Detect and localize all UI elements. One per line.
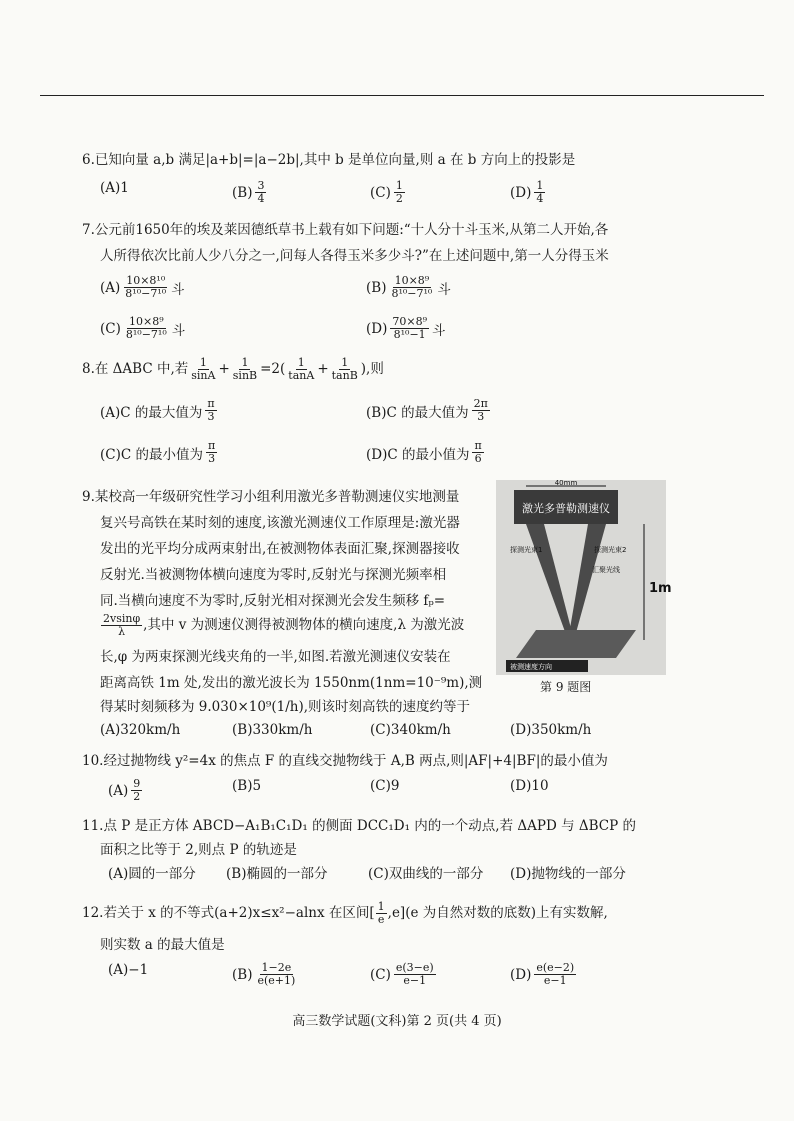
question-9-line6: $\frac{2vsin\varphi}{\lambda}$ ,其中 v 为测速仪测得被测物体的横向速度,λ 为激光波 [103, 611, 465, 638]
option-b: (B)椭圆的一部分 [226, 866, 328, 882]
option-b: (B) $\frac{3}{4}$ [232, 179, 265, 205]
fig-direction-label: 被测速度方向 [510, 663, 552, 671]
question-7-options-row1 [100, 275, 760, 305]
question-9-line7: 长,φ 为两束探测光线夹角的一半,如图.若激光测速仪安装在 [100, 649, 451, 665]
question-9-line9: 得某时刻频移为 9.030×10⁹(1/h),则该时刻高铁的速度约等于 [100, 699, 470, 715]
question-9-line2: 复兴号高铁在某时刻的速度,该激光测速仪工作原理是:激光器 [100, 515, 460, 531]
question-7-line2: 人所得依次比前人少八分之一,问每人各得玉米多少斗?”在上述问题中,第一人分得玉米 [100, 248, 609, 264]
option-a: (A) $\frac{\text{10×8¹⁰}}{\text{8¹⁰−7¹⁰}}$ 斗 [100, 274, 185, 300]
question-11-stem2: 面积之比等于 2,则点 P 的轨迹是 [100, 842, 297, 858]
option-c: (C) $\frac{1}{2}$ [370, 179, 403, 205]
question-8-stem: 8.在 ΔABC 中,若 $\frac{1}{\sin A}$ + $\frac{1}{\sin B}$ =2( $\frac{1}{\tan A}$ + $\frac{1}{\tan B}$ ),则 [82, 355, 384, 382]
question-11-options [100, 862, 760, 892]
question-9-line8: 距离高铁 1m 处,发出的激光波长为 1550nm(1nm=10⁻⁹m),测 [100, 675, 483, 691]
question-6-stem: 6.已知向量 a,b 满足|a+b|=|a−2b|,其中 b 是单位向量,则 a 在 b 方向上的投影是 [82, 152, 576, 168]
question-9-line3: 发出的光平均分成两束射出,在被测物体表面汇聚,探测器接收 [100, 541, 460, 557]
fig-width-label: 40mm [554, 479, 578, 487]
question-6-options [100, 180, 760, 210]
question-8-options-row2 [100, 440, 760, 470]
question-12-stem2: 则实数 a 的最大值是 [100, 937, 225, 953]
option-b: (B)C 的最大值为 $\frac{2\pi}{3}$ [366, 397, 488, 423]
question-12-options [100, 962, 760, 992]
option-a: (A) $\frac{9}{2}$ [108, 777, 141, 803]
option-b: (B) $\frac{\text{10×8⁹}}{\text{8¹⁰−7¹⁰}}$ 斗 [366, 274, 451, 300]
option-c: (C)9 [370, 778, 400, 794]
question-10-options [100, 778, 760, 808]
fig-height-label: 1m [649, 581, 672, 596]
fig-probe1-label: 探测光束1 [510, 546, 543, 554]
option-a: (A)320km/h [100, 722, 181, 738]
question-12-stem: 12.若关于 x 的不等式(a+2)x≤x²−alnx 在区间[ $\frac{1}{e}$ ,e](e 为自然对数的底数)上有实数解, [82, 899, 608, 926]
option-c: (C) $\frac{\text{10×8⁹}}{\text{8¹⁰−7¹⁰}}$ 斗 [100, 315, 186, 341]
option-b: (B) $\frac{1-2e}{e(e+1)}$ [232, 961, 296, 987]
question-9-line5: 同.当横向速度不为零时,反射光相对探测光会发生频移 fₚ= [100, 593, 446, 609]
option-c: (C) $\frac{e(3-e)}{e-1}$ [370, 961, 434, 987]
option-d: (D)抛物线的一部分 [510, 866, 626, 882]
option-d: (D)C 的最小值为 $\frac{\pi}{6}$ [366, 439, 482, 465]
question-7-line1: 7.公元前1650年的埃及莱因德纸草书上载有如下问题:“十人分十斗玉米,从第二人开始,各 [82, 222, 609, 238]
option-c: (C)双曲线的一部分 [368, 866, 484, 882]
option-b: (B)5 [232, 778, 262, 794]
option-d: (D)10 [510, 778, 549, 794]
question-11-stem: 11.点 P 是正方体 ABCD−A₁B₁C₁D₁ 的侧面 DCC₁D₁ 内的一个动点,若 ΔAPD 与 ΔBCP 的 [82, 818, 636, 834]
option-a: (A)−1 [108, 962, 149, 978]
question-8-options-row1 [100, 398, 760, 428]
option-a: (A)圆的一部分 [108, 866, 196, 882]
question-7-options-row2 [100, 316, 760, 346]
page-footer: 高三数学试题(文科)第 2 页(共 4 页) [292, 1014, 502, 1029]
fig-title: 激光多普勒测速仪 [522, 502, 610, 515]
option-a: (A)C 的最大值为 $\frac{\pi}{3}$ [100, 397, 215, 423]
figure-caption: 第 9 题图 [540, 680, 592, 694]
option-a: (A)1 [100, 180, 129, 196]
question-9-line4: 反射光.当被测物体横向速度为零时,反射光与探测光频率相 [100, 567, 447, 583]
option-c: (C)340km/h [370, 722, 451, 738]
option-c: (C)C 的最小值为 $\frac{\pi}{3}$ [100, 439, 216, 465]
question-10-stem: 10.经过抛物线 y²=4x 的焦点 F 的直线交抛物线于 A,B 两点,则|AF|+4|BF|的最小值为 [82, 753, 608, 769]
option-d: (D)350km/h [510, 722, 592, 738]
option-d: (D) $\frac{\text{70×8⁹}}{\text{8¹⁰−1}}$ 斗 [366, 315, 446, 341]
header-rule [40, 95, 764, 96]
fig-probe2-label: 探测光束2 [594, 546, 627, 554]
target-surface [516, 630, 636, 658]
question-9-line1: 9.某校高一年级研究性学习小组利用激光多普勒测速仪实地测量 [82, 489, 460, 505]
option-d: (D) $\frac{1}{4}$ [510, 179, 544, 205]
laser-doppler-figure [496, 479, 672, 675]
fig-focus-label: 汇聚光线 [592, 566, 620, 574]
option-d: (D) $\frac{e(e-2)}{e-1}$ [510, 961, 575, 987]
option-b: (B)330km/h [232, 722, 313, 738]
